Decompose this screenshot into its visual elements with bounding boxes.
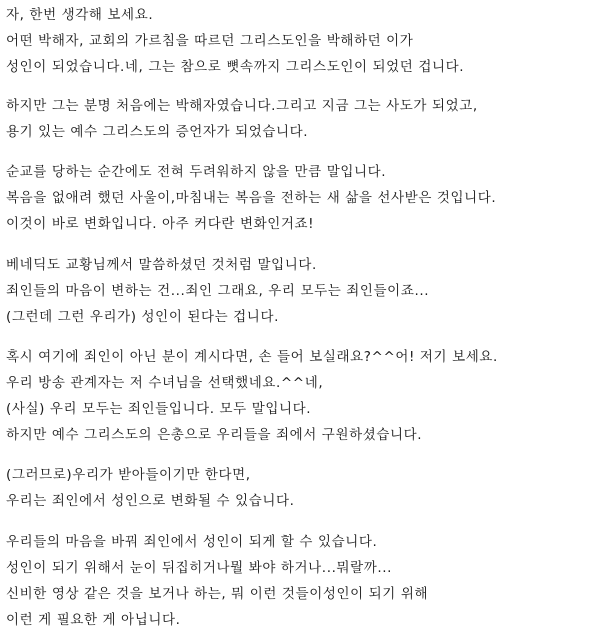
text-line: 우리 방송 관계자는 저 수녀님을 선택했네요.^^네, (6, 375, 324, 391)
text-line: 죄인들의 마음이 변하는 건...죄인 그래요, 우리 모두는 죄인들이죠... (6, 283, 430, 299)
text-line: 순교를 당하는 순간에도 전혀 두려워하지 않을 만큼 말입니다. (6, 164, 387, 180)
text-line: 용기 있는 예수 그리스도의 증언자가 되었습니다. (6, 124, 309, 140)
text-line: 복음을 없애려 했던 사울이,마침내는 복음을 전하는 새 삶을 선사받은 것입니다. (6, 190, 497, 206)
text-line: 하지만 그는 분명 처음에는 박해자였습니다.그리고 지금 그는 사도가 되었고, (6, 98, 478, 114)
text-line: (그러므로)우리가 받아들이기만 한다면, (6, 467, 251, 483)
text-line: 성인이 되기 위해서 눈이 뒤집히거나뭘 봐야 하거나...뭐랄까... (6, 560, 393, 576)
text-line: 혹시 여기에 죄인이 아닌 분이 계시다면, 손 들어 보실래요?^^어! 저기 보세요. (6, 349, 498, 365)
text-line: 베네딕도 교황님께서 말씀하셨던 것처럼 말입니다. (6, 257, 317, 273)
text-line: 성인이 되었습니다.네, 그는 참으로 뼛속까지 그리스도인이 되었던 겁니다. (6, 59, 465, 75)
text-line: 자, 한번 생각해 보세요. (6, 7, 154, 23)
text-line: 하지만 예수 그리스도의 은총으로 우리들을 죄에서 구원하셨습니다. (6, 427, 423, 443)
document-body (6, 0, 598, 638)
text-line: 이런 게 필요한 게 아닙니다. (6, 612, 181, 628)
text-line: (사실) 우리 모두는 죄인들입니다. 모두 말입니다. (6, 401, 312, 417)
text-line: 우리는 죄인에서 성인으로 변화될 수 있습니다. (6, 493, 295, 509)
text-line: 신비한 영상 같은 것을 보거나 하는, 뭐 이런 것들이성인이 되기 위해 (6, 586, 429, 602)
text-line: 이것이 바로 변화입니다. 아주 커다란 변화인거죠! (6, 216, 315, 232)
text-line: 우리들의 마음을 바꿔 죄인에서 성인이 되게 할 수 있습니다. (6, 534, 378, 550)
text-line: (그런데 그런 우리가) 성인이 된다는 겁니다. (6, 309, 279, 325)
text-line: 어떤 박해자, 교회의 가르침을 따르던 그리스도인을 박해하던 이가 (6, 33, 414, 49)
